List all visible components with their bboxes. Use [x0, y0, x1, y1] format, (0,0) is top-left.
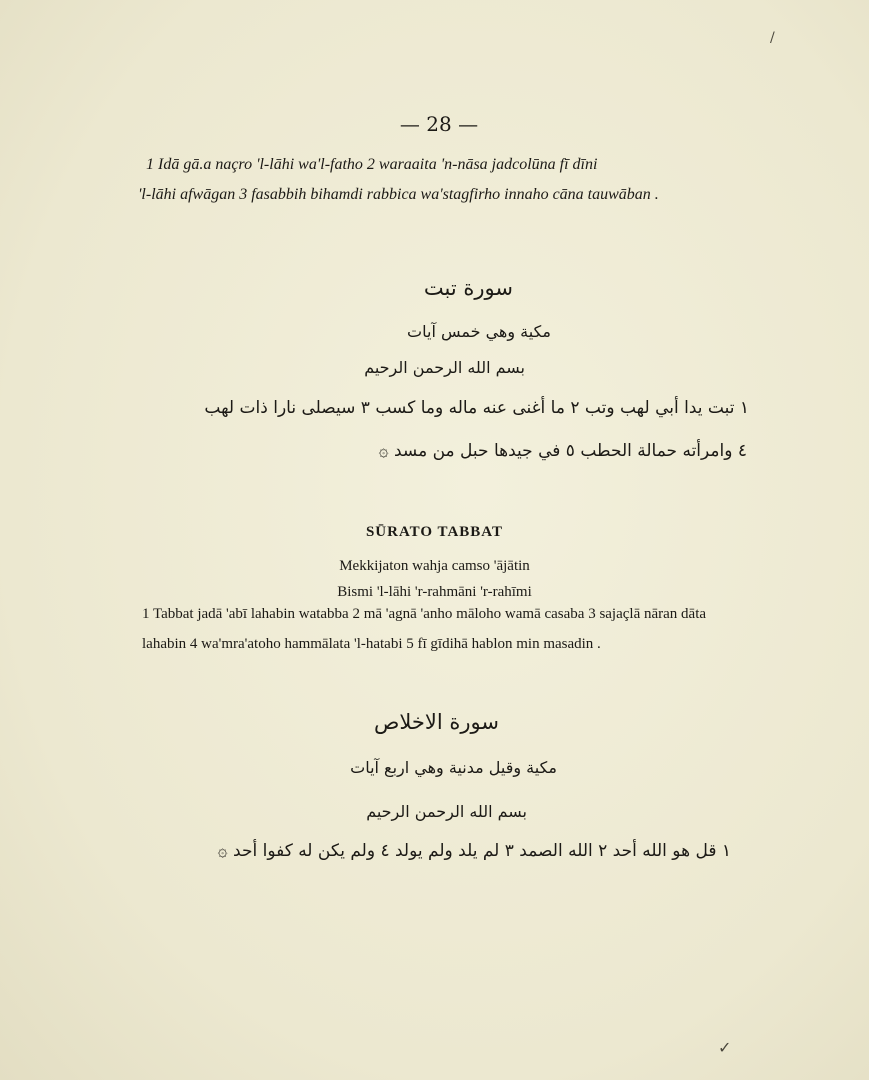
surah-ikhlas-arabic-meta: مكية وقيل مدنية وهي اربع آيات: [350, 758, 557, 777]
page-number: — 28 —: [399, 112, 479, 136]
surah-tabbat-transliteration-line-2: lahabin 4 wa'mra'atoho hammālata 'l-hatabi 5 fī gīdihā hablon min masadin .: [142, 636, 601, 652]
surah-ikhlas-arabic-verses: ١ قل هو الله أحد ٢ الله الصمد ٣ لم يلد ولم يولد ٤ ولم يكن له كفوا أحد ۞: [217, 841, 731, 861]
surah-ikhlas-arabic-basmala: بسم الله الرحمن الرحيم: [366, 802, 527, 821]
surah-tabbat-arabic-meta: مكية وهي خمس آيات: [407, 322, 551, 341]
surah-tabbat-arabic-title: سورة تبت: [423, 276, 513, 300]
intro-transliteration-line-1: 1 Idā gā.a naçro 'l-lāhi wa'l-fatho 2 waraaita 'n-nāsa jadcolūna fī dīni: [146, 156, 598, 173]
surah-tabbat-arabic-verses-line-2: ٤ وامرأته حمالة الحطب ٥ في جيدها حبل من مسد ۞: [378, 441, 747, 461]
surah-ikhlas-arabic-title: سورة الاخلاص: [374, 710, 499, 734]
surah-tabbat-basmala-transliteration: Bismi 'l-lāhi 'r-rahmāni 'r-rahīmi: [337, 584, 532, 600]
surah-tabbat-transliteration-line-1: 1 Tabbat jadā 'abī lahabin watabba 2 mā 'agnā 'anho māloho wamā casaba 3 sajaçlā nāran dāta: [142, 606, 707, 622]
surah-tabbat-heading: SŪRATO TABBAT: [365, 524, 504, 540]
intro-transliteration-line-2: 'l-lāhi afwāgan 3 fasabbih bihamdi rabbica wa'stagfirho innaho cāna tauwāban .: [138, 186, 659, 203]
pencil-mark-bottom: ✓: [718, 1038, 732, 1057]
surah-tabbat-arabic-basmala: بسم الله الرحمن الرحيم: [364, 358, 525, 377]
surah-tabbat-info: Mekkijaton wahja camso 'ājātin: [339, 558, 530, 574]
surah-tabbat-arabic-verses-line-1: ١ تبت يدا أبي لهب وتب ٢ ما أغنى عنه ماله وما كسب ٣ سيصلى نارا ذات لهب: [204, 398, 749, 418]
pencil-mark-top: /: [770, 30, 775, 46]
